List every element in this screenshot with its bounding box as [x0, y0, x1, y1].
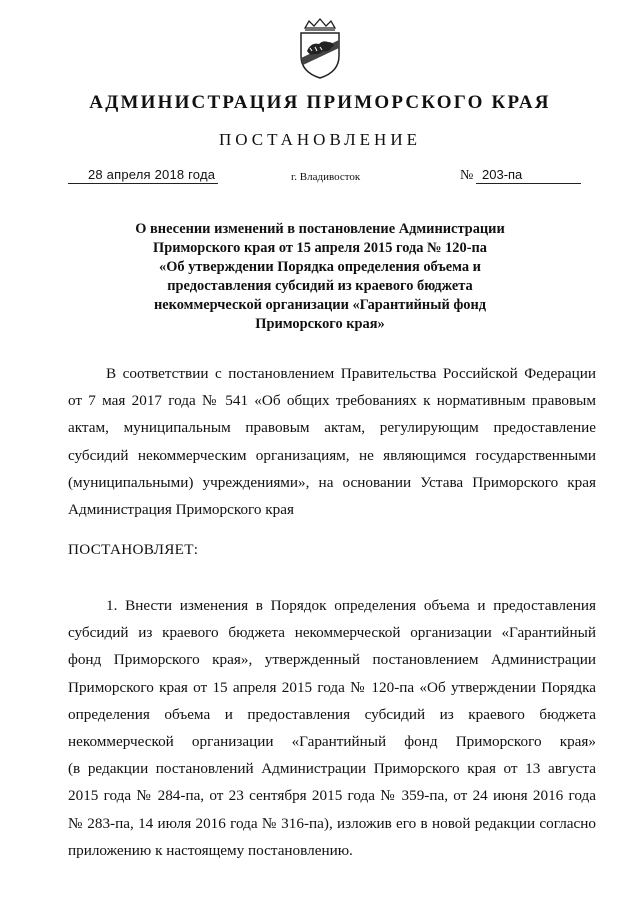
clause-line: Приморского края от 15 апреля 2015 года № 120-па «Об утверждении Порядка	[68, 678, 596, 696]
clause-line: некоммерческой организации «Гарантийный фонд Приморского края»	[68, 733, 596, 751]
coat-of-arms-icon	[293, 18, 347, 80]
clause-line: приложению к настоящему постановлению.	[68, 841, 353, 859]
clause-line: фонд Приморского края», утвержденный постановлением Администрации	[68, 651, 596, 669]
preamble-line: (муниципальными) учреждениями», на основании Устава Приморского края	[68, 473, 596, 491]
preamble-paragraph	[68, 360, 596, 523]
clause-1-paragraph	[68, 592, 596, 864]
date-underline	[68, 183, 218, 184]
preamble-line: Администрация Приморского края	[68, 501, 294, 519]
heading-line: Приморского края»	[255, 316, 385, 332]
clause-line: 1. Внести изменения в Порядок определения объема и предоставления	[106, 597, 596, 614]
heading-line: «Об утверждении Порядка определения объема и	[159, 259, 481, 275]
preamble-line: от 7 мая 2017 года № 541 «Об общих требованиях к нормативным правовым	[68, 392, 596, 410]
preamble-line: В соответствии с постановлением Правительства Российской Федерации	[106, 365, 596, 382]
number-underline	[476, 183, 581, 184]
clause-line: определения объема и предоставления субсидий из краевого бюджета	[68, 705, 596, 723]
heading-line: Приморского края от 15 апреля 2015 года № 120-па	[153, 240, 487, 256]
heading-line: некоммерческой организации «Гарантийный фонд	[153, 297, 487, 313]
clause-line: (в редакции постановлений Администрации Приморского края от 13 августа	[68, 760, 596, 778]
document-date: 28 апреля 2018 года	[88, 167, 216, 182]
clause-line: субсидий из краевого бюджета некоммерческой организации «Гарантийный	[68, 624, 596, 642]
number-label: №	[460, 168, 474, 183]
clause-line: 2015 года № 284-па, от 23 сентября 2015 года № 359-па, от 24 июня 2016 года	[68, 787, 596, 805]
organization-title: АДМИНИСТРАЦИЯ ПРИМОРСКОГО КРАЯ	[89, 92, 551, 113]
heading-line: предоставления субсидий из краевого бюджета	[167, 278, 473, 294]
document-city: г. Владивосток	[291, 171, 361, 183]
preamble-line: актам, муниципальным правовым актам, регулирующим предоставление	[68, 419, 596, 437]
document-heading	[0, 220, 640, 334]
heading-line: О внесении изменений в постановление Администрации	[135, 221, 505, 237]
document-number: 203-па	[482, 167, 523, 182]
clause-line: № 283-па, 14 июля 2016 года № 316-па), изложив его в новой редакции согласно	[68, 814, 596, 832]
preamble-line: субсидий некоммерческим организациям, не являющимся государственными	[68, 446, 596, 464]
document-type: ПОСТАНОВЛЕНИЕ	[218, 130, 421, 149]
resolves-heading: ПОСТАНОВЛЯЕТ:	[68, 541, 199, 558]
